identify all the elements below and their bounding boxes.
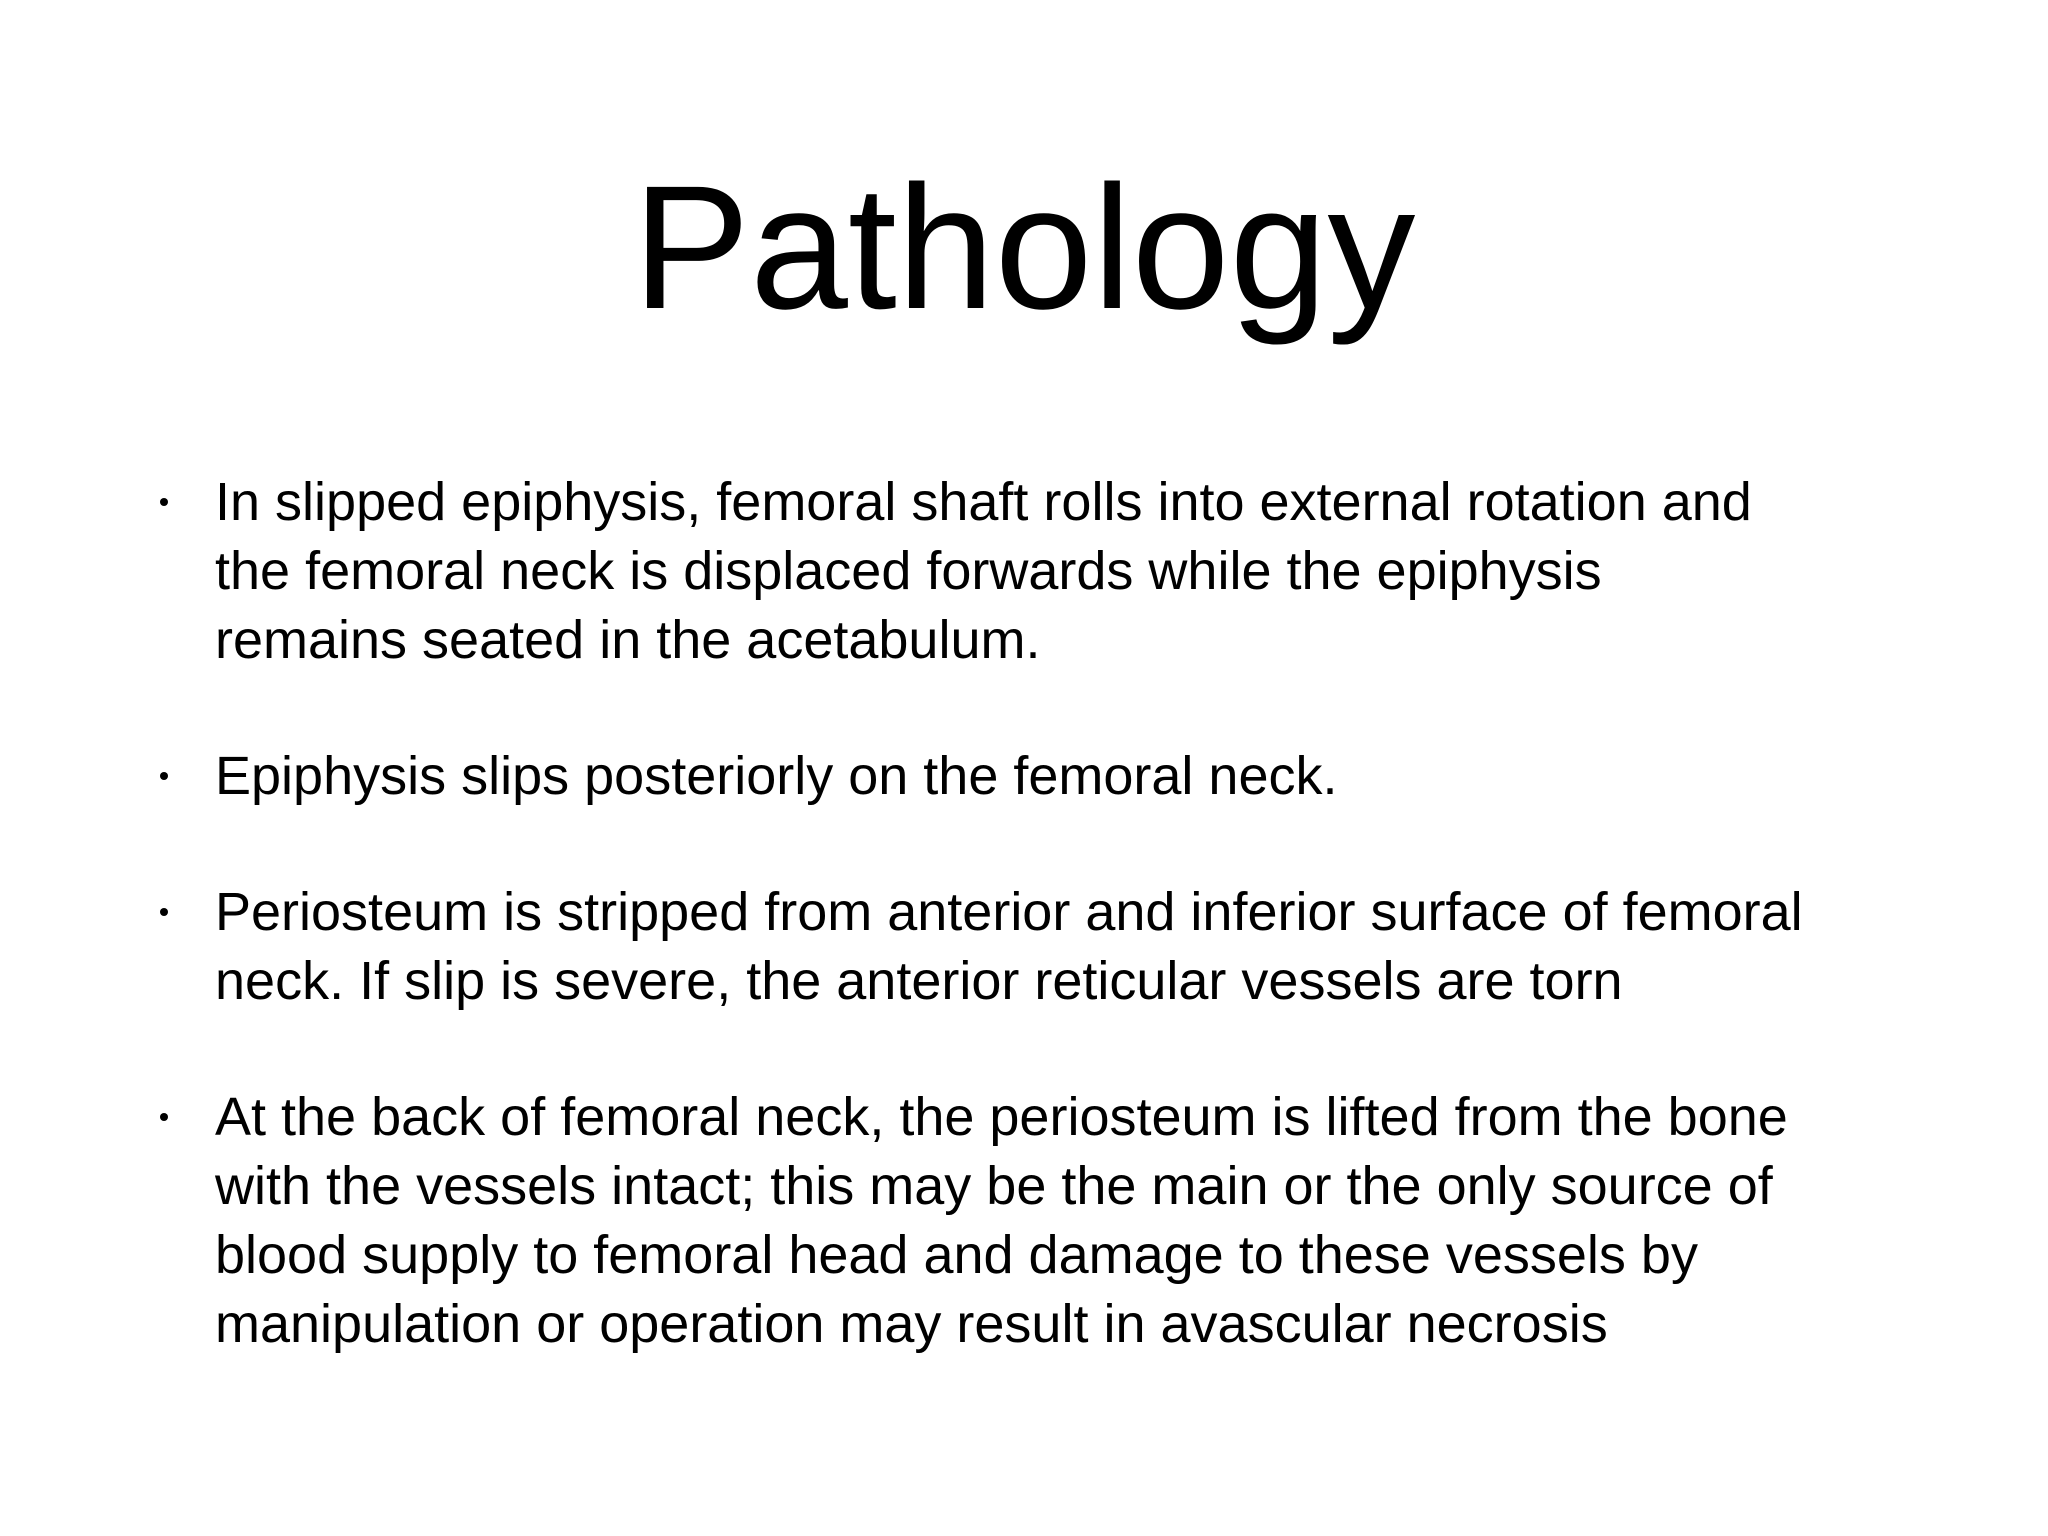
bullet-line: At the back of femoral neck, the periosteum is lifted from the bone xyxy=(215,1087,1788,1147)
slide-title: Pathology xyxy=(632,150,1416,346)
bullet-line: Epiphysis slips posteriorly on the femoral neck. xyxy=(215,746,1338,806)
bullet-item-2 xyxy=(150,742,1930,811)
bullet-line: with the vessels intact; this may be the main or the only source of xyxy=(215,1156,1773,1216)
bullet-item-3 xyxy=(150,878,1930,1016)
bullet-item-1 xyxy=(150,468,1930,675)
bullet-dot-icon xyxy=(160,1113,168,1121)
bullet-item-4 xyxy=(150,1083,1930,1359)
bullet-dot-icon xyxy=(160,772,168,780)
bullet-line: blood supply to femoral head and damage to these vessels by xyxy=(215,1225,1698,1285)
bullet-line: remains seated in the acetabulum. xyxy=(215,610,1041,670)
bullet-line: Periosteum is stripped from anterior and inferior surface of femoral xyxy=(215,882,1803,942)
bullet-line: the femoral neck is displaced forwards while the epiphysis xyxy=(215,541,1602,601)
bullet-list xyxy=(150,468,1930,1359)
bullet-line: manipulation or operation may result in avascular necrosis xyxy=(215,1294,1608,1354)
bullet-dot-icon xyxy=(160,498,168,506)
bullet-line: In slipped epiphysis, femoral shaft rolls into external rotation and xyxy=(215,472,1752,532)
bullet-line: neck. If slip is severe, the anterior reticular vessels are torn xyxy=(215,951,1623,1011)
bullet-dot-icon xyxy=(160,908,168,916)
